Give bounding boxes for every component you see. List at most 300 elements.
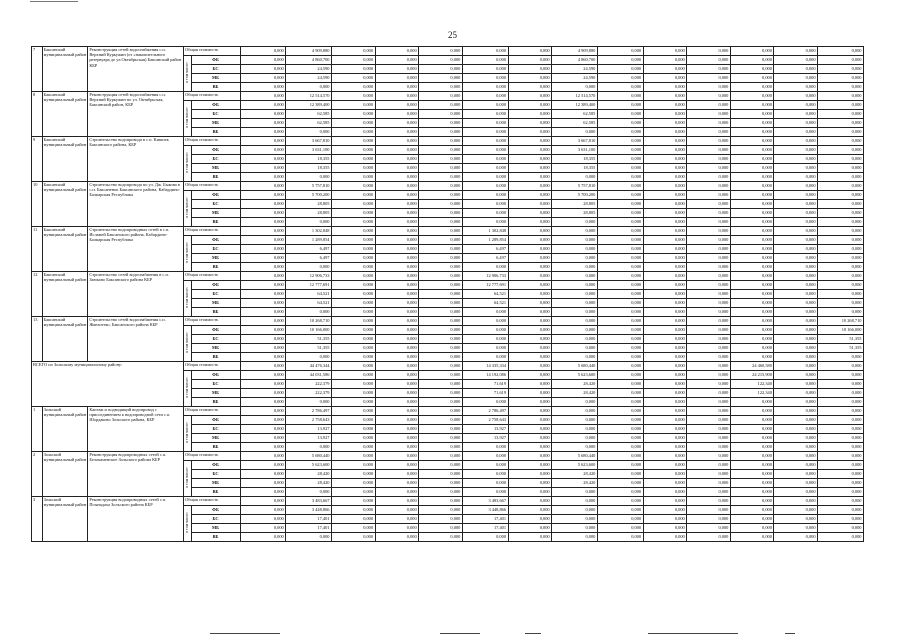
value-cell: 0,000 <box>643 272 687 281</box>
value-cell: 0,000 <box>419 128 463 137</box>
value-cell: 0,000 <box>419 110 463 119</box>
value-cell: 0,000 <box>774 470 818 479</box>
value-cell: 0,000 <box>419 290 463 299</box>
value-cell: 0,000 <box>774 200 818 209</box>
value-cell: 0,000 <box>643 155 687 164</box>
value-cell: 0,000 <box>508 173 552 182</box>
value-cell: 0,000 <box>240 470 286 479</box>
source-label: ФБ <box>191 506 240 515</box>
value-cell: 0,000 <box>419 119 463 128</box>
value-cell: 24,590 <box>552 65 598 74</box>
value-cell: 0,000 <box>597 101 643 110</box>
value-cell: 0,000 <box>286 263 332 272</box>
value-cell: 0,000 <box>643 164 687 173</box>
value-cell: 0,000 <box>331 74 375 83</box>
value-cell: 0,000 <box>240 101 286 110</box>
value-cell: 0,000 <box>730 128 774 137</box>
value-cell: 1 302,848 <box>286 227 332 236</box>
value-cell: 0,000 <box>331 101 375 110</box>
value-cell: 0,000 <box>597 182 643 191</box>
value-cell: 0,000 <box>818 398 864 407</box>
value-cell: 28,420 <box>552 479 598 488</box>
value-cell: 0,000 <box>331 416 375 425</box>
value-cell: 28,420 <box>286 470 332 479</box>
value-cell: 0,000 <box>240 119 286 128</box>
value-cell: 0,000 <box>375 326 419 335</box>
value-cell: 0,000 <box>419 308 463 317</box>
value-cell: 0,000 <box>419 335 463 344</box>
value-cell: 0,000 <box>597 119 643 128</box>
value-cell: 0,000 <box>331 344 375 353</box>
value-cell: 0,000 <box>552 218 598 227</box>
district-name: Зольский муниципальный район <box>42 452 88 497</box>
value-cell: 0,000 <box>240 146 286 155</box>
value-cell: 0,000 <box>643 344 687 353</box>
value-cell: 0,000 <box>331 272 375 281</box>
value-cell: 0,000 <box>730 326 774 335</box>
value-cell: 12 389,400 <box>286 101 332 110</box>
value-cell: 0,000 <box>462 218 508 227</box>
source-label: ВБ <box>191 398 240 407</box>
district-name: Зольский муниципальный район <box>42 407 88 452</box>
value-cell: 0,000 <box>331 155 375 164</box>
value-cell: 0,000 <box>552 398 598 407</box>
value-cell: 0,000 <box>643 254 687 263</box>
footer-rule <box>210 633 280 634</box>
value-cell: 0,000 <box>818 281 864 290</box>
value-cell: 0,000 <box>597 200 643 209</box>
district-name: Баксанский муниципальный район <box>42 272 88 317</box>
value-cell: 222,379 <box>286 389 332 398</box>
value-cell: 0,000 <box>818 137 864 146</box>
value-cell: 0,000 <box>552 290 598 299</box>
value-cell: 0,000 <box>643 479 687 488</box>
value-cell: 0,000 <box>730 83 774 92</box>
value-cell: 0,000 <box>687 110 731 119</box>
value-cell: 0,000 <box>774 47 818 56</box>
value-cell: 0,000 <box>687 533 731 542</box>
value-cell: 0,000 <box>687 164 731 173</box>
value-cell: 0,000 <box>687 398 731 407</box>
value-cell: 0,000 <box>643 335 687 344</box>
value-cell: 0,000 <box>508 398 552 407</box>
value-cell: 0,000 <box>730 101 774 110</box>
value-cell: 0,000 <box>508 515 552 524</box>
value-cell: 28,805 <box>286 200 332 209</box>
value-cell: 0,000 <box>730 236 774 245</box>
value-cell: 0,000 <box>462 398 508 407</box>
value-cell: 0,000 <box>552 425 598 434</box>
value-cell: 0,000 <box>597 236 643 245</box>
table-row <box>32 497 864 506</box>
total-cost-label: Общая стоимость <box>184 272 240 281</box>
value-cell: 0,000 <box>597 47 643 56</box>
value-cell: 5 700,200 <box>552 191 598 200</box>
value-cell: 0,000 <box>331 173 375 182</box>
value-cell: 0,000 <box>331 254 375 263</box>
value-cell: 0,000 <box>774 335 818 344</box>
value-cell: 0,000 <box>240 227 286 236</box>
value-cell: 0,000 <box>643 218 687 227</box>
value-cell: 0,000 <box>774 398 818 407</box>
value-cell: 0,000 <box>508 110 552 119</box>
value-cell: 0,000 <box>331 128 375 137</box>
value-cell: 0,000 <box>643 191 687 200</box>
value-cell: 0,000 <box>687 137 731 146</box>
object-name: Реконструкция сетей водоснабжения с.п. Верхний Куркужин по ул. Октябрьская, Баксанский район, КБР <box>88 92 184 137</box>
value-cell: 0,000 <box>419 65 463 74</box>
value-cell: 0,000 <box>687 299 731 308</box>
value-cell: 0,000 <box>730 407 774 416</box>
value-cell: 0,000 <box>597 290 643 299</box>
value-cell: 0,000 <box>597 425 643 434</box>
incl-label-cell <box>184 506 191 542</box>
value-cell: 0,000 <box>818 263 864 272</box>
value-cell: 0,000 <box>331 353 375 362</box>
value-cell: 24,590 <box>552 74 598 83</box>
value-cell: 3 631,100 <box>286 146 332 155</box>
value-cell: 0,000 <box>375 182 419 191</box>
value-cell: 0,000 <box>419 443 463 452</box>
total-cost-label: Общая стоимость <box>184 362 240 371</box>
value-cell: 0,000 <box>774 308 818 317</box>
value-cell: 0,000 <box>818 200 864 209</box>
value-cell: 0,000 <box>597 65 643 74</box>
value-cell: 0,000 <box>331 182 375 191</box>
district-name: Зольский муниципальный район <box>42 497 88 542</box>
table-row <box>32 47 864 56</box>
row-number: 3 <box>32 497 43 542</box>
value-cell: 0,000 <box>730 290 774 299</box>
value-cell: 0,000 <box>462 470 508 479</box>
value-cell: 0,000 <box>818 470 864 479</box>
value-cell: 0,000 <box>552 317 598 326</box>
value-cell: 0,000 <box>419 398 463 407</box>
value-cell: 0,000 <box>597 218 643 227</box>
value-cell: 0,000 <box>774 380 818 389</box>
value-cell: 0,000 <box>818 452 864 461</box>
value-cell: 0,000 <box>818 479 864 488</box>
value-cell: 0,000 <box>643 200 687 209</box>
value-cell: 0,000 <box>774 128 818 137</box>
value-cell: 0,000 <box>687 119 731 128</box>
value-cell: 0,000 <box>462 308 508 317</box>
value-cell: 0,000 <box>774 497 818 506</box>
value-cell: 0,000 <box>597 353 643 362</box>
source-label: БС <box>191 470 240 479</box>
value-cell: 0,000 <box>419 245 463 254</box>
value-cell: 0,000 <box>774 443 818 452</box>
value-cell: 0,000 <box>508 299 552 308</box>
value-cell: 0,000 <box>375 146 419 155</box>
value-cell: 1 289,854 <box>286 236 332 245</box>
value-cell: 0,000 <box>331 308 375 317</box>
value-cell: 0,000 <box>774 155 818 164</box>
value-cell: 5 680,440 <box>552 452 598 461</box>
value-cell: 0,000 <box>552 335 598 344</box>
source-label: ФБ <box>191 146 240 155</box>
value-cell: 0,000 <box>240 488 286 497</box>
value-cell: 0,000 <box>375 308 419 317</box>
value-cell: 0,000 <box>419 425 463 434</box>
value-cell: 0,000 <box>375 371 419 380</box>
value-cell: 0,000 <box>508 416 552 425</box>
value-cell: 0,000 <box>331 137 375 146</box>
value-cell: 0,000 <box>331 236 375 245</box>
value-cell: 0,000 <box>643 47 687 56</box>
value-cell: 0,000 <box>730 443 774 452</box>
value-cell: 0,000 <box>552 434 598 443</box>
value-cell: 12 514,570 <box>286 92 332 101</box>
value-cell: 0,000 <box>818 425 864 434</box>
source-label: БС <box>191 200 240 209</box>
value-cell: 0,000 <box>552 128 598 137</box>
value-cell: 0,000 <box>240 371 286 380</box>
value-cell: 0,000 <box>643 92 687 101</box>
value-cell: 0,000 <box>286 128 332 137</box>
value-cell: 0,000 <box>508 200 552 209</box>
table-row <box>32 362 864 371</box>
object-name: Строительство водопровода по ул. Дж. Быкова в с.п. Баксаненок Баксанского района, Кабардино-Балкарская Республика <box>88 182 184 227</box>
value-cell: 0,000 <box>687 308 731 317</box>
value-cell: 0,000 <box>240 209 286 218</box>
value-cell: 0,000 <box>508 425 552 434</box>
value-cell: 0,000 <box>240 272 286 281</box>
value-cell: 0,000 <box>331 335 375 344</box>
value-cell: 0,000 <box>508 56 552 65</box>
district-total-label: ВСЕГО по Зольскому муниципальному району: <box>32 362 184 407</box>
page-number: 25 <box>448 30 457 40</box>
incl-label-cell <box>184 191 191 227</box>
value-cell: 0,000 <box>375 227 419 236</box>
incl-label-cell <box>184 101 191 137</box>
value-cell: 0,000 <box>552 416 598 425</box>
value-cell: 0,000 <box>286 173 332 182</box>
value-cell: 0,000 <box>375 209 419 218</box>
value-cell: 0,000 <box>552 344 598 353</box>
value-cell: 0,000 <box>331 326 375 335</box>
value-cell: 0,000 <box>419 83 463 92</box>
value-cell: 0,000 <box>643 308 687 317</box>
value-cell: 0,000 <box>818 353 864 362</box>
value-cell: 0,000 <box>818 407 864 416</box>
value-cell: 0,000 <box>818 47 864 56</box>
value-cell: 0,000 <box>818 308 864 317</box>
value-cell: 0,000 <box>240 110 286 119</box>
value-cell: 17,401 <box>286 515 332 524</box>
value-cell: 0,000 <box>552 326 598 335</box>
value-cell: 0,000 <box>240 308 286 317</box>
source-label: ВБ <box>191 83 240 92</box>
value-cell: 0,000 <box>643 119 687 128</box>
value-cell: 0,000 <box>331 398 375 407</box>
value-cell: 0,000 <box>643 209 687 218</box>
value-cell: 3 631,100 <box>552 146 598 155</box>
value-cell: 0,000 <box>240 254 286 263</box>
incl-label-cell <box>184 461 191 497</box>
footer-rule <box>440 633 480 634</box>
value-cell: 0,000 <box>508 290 552 299</box>
value-cell: 0,000 <box>462 164 508 173</box>
footer-rule <box>785 633 795 634</box>
table-row <box>32 317 864 326</box>
value-cell: 0,000 <box>774 326 818 335</box>
value-cell: 0,000 <box>597 56 643 65</box>
value-cell: 0,000 <box>552 263 598 272</box>
value-cell: 0,000 <box>462 479 508 488</box>
value-cell: 0,000 <box>818 128 864 137</box>
value-cell: 0,000 <box>730 245 774 254</box>
value-cell: 0,000 <box>419 326 463 335</box>
source-label: БС <box>191 155 240 164</box>
value-cell: 0,000 <box>774 416 818 425</box>
source-label: БС <box>191 515 240 524</box>
value-cell: 0,000 <box>730 173 774 182</box>
value-cell: 0,000 <box>419 200 463 209</box>
value-cell: 0,000 <box>818 56 864 65</box>
value-cell: 0,000 <box>419 182 463 191</box>
value-cell: 0,000 <box>687 425 731 434</box>
value-cell: 0,000 <box>774 236 818 245</box>
total-cost-label: Общая стоимость <box>184 317 240 326</box>
value-cell: 0,000 <box>552 227 598 236</box>
value-cell: 28,420 <box>552 470 598 479</box>
value-cell: 10 268,710 <box>286 317 332 326</box>
value-cell: 5 680,440 <box>552 362 598 371</box>
value-cell: 0,000 <box>552 506 598 515</box>
value-cell: 0,000 <box>375 245 419 254</box>
value-cell: 0,000 <box>375 407 419 416</box>
source-label: МБ <box>191 434 240 443</box>
incl-label-cell <box>184 146 191 182</box>
value-cell: 0,000 <box>419 344 463 353</box>
value-cell: 0,000 <box>240 344 286 353</box>
value-cell: 44 031,586 <box>286 371 332 380</box>
value-cell: 0,000 <box>597 263 643 272</box>
total-cost-label: Общая стоимость <box>184 182 240 191</box>
value-cell: 0,000 <box>643 290 687 299</box>
value-cell: 62,585 <box>286 110 332 119</box>
value-cell: 0,000 <box>597 254 643 263</box>
value-cell: 0,000 <box>597 398 643 407</box>
value-cell: 0,000 <box>552 245 598 254</box>
value-cell: 0,000 <box>818 362 864 371</box>
incl-label-cell <box>184 236 191 272</box>
value-cell: 0,000 <box>286 398 332 407</box>
value-cell: 0,000 <box>687 146 731 155</box>
value-cell: 0,000 <box>331 515 375 524</box>
value-cell: 0,000 <box>508 443 552 452</box>
value-cell: 12 906,733 <box>286 272 332 281</box>
value-cell: 0,000 <box>818 488 864 497</box>
value-cell: 0,000 <box>375 254 419 263</box>
value-cell: 0,000 <box>375 290 419 299</box>
value-cell: 0,000 <box>375 119 419 128</box>
value-cell: 0,000 <box>508 308 552 317</box>
value-cell: 0,000 <box>419 452 463 461</box>
value-cell: 0,000 <box>687 92 731 101</box>
value-cell: 0,000 <box>643 497 687 506</box>
value-cell: 2 786,497 <box>462 407 508 416</box>
value-cell: 13,927 <box>286 434 332 443</box>
value-cell: 0,000 <box>774 281 818 290</box>
object-name: Реконструкция водопроводных сетей с.п. Псынадаха Зольского района КБР <box>88 497 184 542</box>
value-cell: 0,000 <box>508 146 552 155</box>
value-cell: 0,000 <box>240 56 286 65</box>
value-cell: 1 289,854 <box>462 236 508 245</box>
value-cell: 0,000 <box>240 416 286 425</box>
value-cell: 0,000 <box>375 398 419 407</box>
value-cell: 0,000 <box>375 317 419 326</box>
value-cell: 0,000 <box>774 290 818 299</box>
value-cell: 0,000 <box>331 479 375 488</box>
value-cell: 0,000 <box>774 479 818 488</box>
value-cell: 5 757,810 <box>552 182 598 191</box>
value-cell: 0,000 <box>687 470 731 479</box>
value-cell: 0,000 <box>597 83 643 92</box>
total-cost-label: Общая стоимость <box>184 497 240 506</box>
value-cell: 0,000 <box>331 497 375 506</box>
value-cell: 62,585 <box>286 119 332 128</box>
value-cell: 0,000 <box>730 506 774 515</box>
value-cell: 0,000 <box>240 506 286 515</box>
value-cell: 0,000 <box>331 425 375 434</box>
value-cell: 62,585 <box>552 119 598 128</box>
value-cell: 13,927 <box>462 434 508 443</box>
value-cell: 0,000 <box>462 155 508 164</box>
value-cell: 0,000 <box>597 416 643 425</box>
value-cell: 0,000 <box>687 407 731 416</box>
value-cell: 0,000 <box>375 236 419 245</box>
value-cell: 0,000 <box>687 101 731 110</box>
value-cell: 0,000 <box>687 56 731 65</box>
value-cell: 0,000 <box>286 353 332 362</box>
value-cell: 0,000 <box>240 515 286 524</box>
value-cell: 0,000 <box>240 425 286 434</box>
value-cell: 0,000 <box>331 290 375 299</box>
value-cell: 0,000 <box>419 434 463 443</box>
value-cell: 0,000 <box>730 416 774 425</box>
value-cell: 0,000 <box>643 434 687 443</box>
value-cell: 0,000 <box>462 200 508 209</box>
value-cell: 0,000 <box>331 245 375 254</box>
value-cell: 0,000 <box>643 263 687 272</box>
value-cell: 0,000 <box>643 398 687 407</box>
object-name: Строительство водопроводных сетей в с.п. Исламей Баксанского района, Кабардино-Балкарская Республика <box>88 227 184 272</box>
value-cell: 0,000 <box>240 353 286 362</box>
value-cell: 0,000 <box>687 497 731 506</box>
value-cell: 10 166,000 <box>818 326 864 335</box>
value-cell: 0,000 <box>687 344 731 353</box>
value-cell: 0,000 <box>818 416 864 425</box>
value-cell: 0,000 <box>730 74 774 83</box>
value-cell: 0,000 <box>331 92 375 101</box>
value-cell: 0,000 <box>687 479 731 488</box>
row-number: 7 <box>32 47 43 92</box>
source-label: БС <box>191 65 240 74</box>
value-cell: 0,000 <box>240 434 286 443</box>
value-cell: 0,000 <box>462 74 508 83</box>
value-cell: 0,000 <box>331 47 375 56</box>
value-cell: 0,000 <box>375 533 419 542</box>
value-cell: 0,000 <box>730 209 774 218</box>
value-cell: 0,000 <box>818 254 864 263</box>
value-cell: 0,000 <box>818 218 864 227</box>
value-cell: 0,000 <box>375 83 419 92</box>
value-cell: 0,000 <box>508 524 552 533</box>
value-cell: 51,355 <box>286 344 332 353</box>
value-cell: 5 623,600 <box>552 461 598 470</box>
